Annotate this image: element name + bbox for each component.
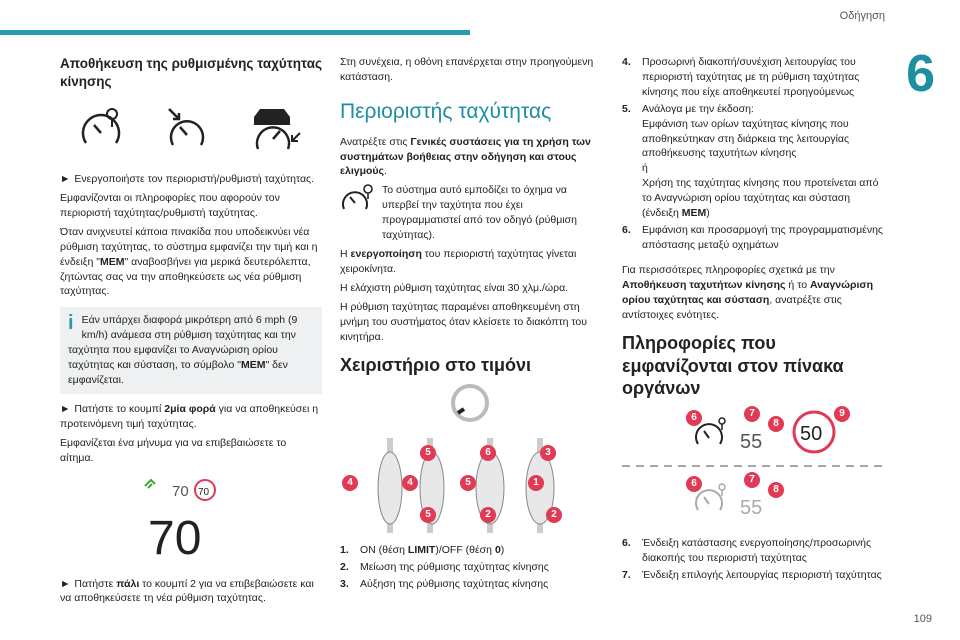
- instrument-panel-figure: [622, 406, 884, 526]
- list-item: 2. Μείωση της ρύθμισης ταχύτητας κίνησης: [340, 560, 549, 573]
- arrow-icon: ►: [60, 577, 71, 590]
- steering-control-figure: [340, 383, 602, 533]
- callout-badge: 5: [420, 507, 436, 523]
- heading-speed-limiter: Περιοριστής ταχύτητας: [340, 99, 552, 123]
- callout-badge: 3: [540, 445, 556, 461]
- callout-badge: 2: [546, 507, 562, 523]
- list-item: 5. Ανάλογα με την έκδοση: Εμφάνιση των ορίων ταχύτητας κίνησης που αποθηκεύτηκαν στη διάρκεια της λειτουργίας αποθήκευσης ταχυτήτων κίνησης ή Χρήση της ταχύτητας κίνησης που προτείνεται από το Αναγνώριση ορίου ταχύτητας και σύσταση (ένδειξη MEM): [622, 102, 879, 220]
- heading-steering-control: Χειριστήριο στο τιμόνι: [340, 355, 532, 376]
- callout-badge: 9: [834, 406, 850, 422]
- paragraph: ► Ενεργοποιήστε τον περιοριστή/ρυθμιστή ταχύτητας.: [60, 173, 315, 186]
- callout-badge: 8: [768, 482, 784, 498]
- arrow-icon: ►: [60, 173, 71, 186]
- dash-speed-value-inactive: 55: [740, 496, 763, 519]
- paragraph: Η ενεργοποίηση του περιοριστή ταχύτητας γίνεται χειροκίνητα.: [340, 247, 577, 275]
- callout-badge: 7: [744, 472, 760, 488]
- speed-display-figure: [60, 474, 322, 569]
- paragraph: ► Πατήστε το κουμπί 2μία φορά για να αποθηκεύσει η προτεινόμενη τιμή ταχύτητας.: [60, 402, 319, 430]
- arrow-icon: ►: [60, 402, 71, 415]
- dash-speed-value: 55: [740, 430, 763, 453]
- paragraph: Εμφανίζεται ένα μήνυμα για να επιβεβαιώσετε το αίτημα.: [60, 436, 287, 464]
- column-2: [340, 55, 602, 594]
- chapter-number: 6: [906, 45, 935, 103]
- callout-badge: 6: [686, 410, 702, 426]
- callout-badge: 7: [744, 406, 760, 422]
- small-limit-value: 70: [198, 486, 210, 498]
- paragraph: Όταν ανιχνευτεί κάποια πινακίδα που υποδεικνύει νέα ρύθμιση ταχύτητας, το σύστημα εμφανίζει την τιμή και η ένδειξη "MEM" αναβοσβήνει για μερικά δευτερόλεπτα, ζητώντας σας να την αποθηκεύσετε ως νέα ρύθμιση ταχύτητας.: [60, 225, 318, 298]
- paragraph: Για περισσότερες πληροφορίες σχετικά με την Αποθήκευση ταχυτήτων κίνησης ή το Αναγνώριση ορίου ταχύτητας και σύσταση, ανατρέξτε στις αντίστοιχες ενότητες.: [622, 263, 873, 321]
- small-speed-value: 70: [172, 482, 189, 500]
- callout-badge: 4: [402, 475, 418, 491]
- paragraph: Η ελάχιστη ρύθμιση ταχύτητας είναι 30 χλμ./ώρα.: [340, 281, 569, 294]
- paragraph: Εμφανίζονται οι πληροφορίες που αφορούν τον περιοριστή ταχύτητας/ρυθμιστή ταχύτητας.: [60, 192, 280, 219]
- column-1: [60, 55, 322, 610]
- paragraph: Στη συνέχεια, η οθόνη επανέρχεται στην προηγούμενη κατάσταση.: [340, 56, 594, 83]
- dash-limit-value: 50: [800, 422, 823, 445]
- info-box: i Εάν υπάρχει διαφορά μικρότερη από 6 mph (9 km/h) ανάμεσα στη ρύθμιση ταχύτητας και την ταχύτητα που εμφανίζει το Αναγνώριση ορίου ταχύτητας και σύσταση, το σύμβολο "MEM" δεν εμφανίζεται.: [60, 307, 322, 394]
- list-item: 6. Εμφάνιση και προσαρμογή της προγραμματισμένης απόστασης μεταξύ οχημάτων: [622, 223, 883, 251]
- paragraph: Η ρύθμιση ταχύτητας παραμένει αποθηκευμένη στη μνήμη του συστήματος όταν κλείσετε το διακόπτη του κινητήρα.: [340, 300, 587, 343]
- callout-badge: 4: [342, 475, 358, 491]
- heading-store-speed: Αποθήκευση της ρυθμισμένης ταχύτητας κίνησης: [60, 56, 323, 89]
- limiter-icon: [340, 183, 376, 213]
- list-item: 6. Ένδειξη κατάστασης ενεργοποίησης/προσωρινής διακοπής του περιοριστή ταχύτητας: [622, 536, 872, 564]
- callout-badge: 6: [686, 476, 702, 492]
- list-item: 7. Ένδειξη επιλογής λειτουργίας περιοριστή ταχύτητας: [622, 568, 882, 581]
- list-item: 3. Αύξηση της ρύθμισης ταχύτητας κίνησης: [340, 577, 549, 590]
- speedometer-arrow-icon: [163, 105, 213, 155]
- callout-badge: 5: [460, 475, 476, 491]
- callout-badge: 1: [528, 475, 544, 491]
- speedometer-car-icon: [248, 105, 304, 155]
- page-number: 109: [913, 613, 932, 625]
- list-item: 1. ON (θέση LIMIT)/OFF (θέση 0): [340, 543, 505, 556]
- speedometer-icon: [78, 105, 128, 155]
- header-bar: [0, 30, 470, 35]
- paragraph: Το σύστημα αυτό εμποδίζει το όχημα να υπερβεί την ταχύτητα που έχει προγραμματιστεί από τον οδηγό (ρύθμιση ταχύτητας).: [340, 183, 602, 243]
- callout-badge: 6: [480, 445, 496, 461]
- heading-instrument-panel: Πληροφορίες που εμφανίζονται στον πίνακα οργάνων: [622, 333, 844, 399]
- paragraph: Ανατρέξτε στις Γενικές συστάσεις για τη χρήση των συστημάτων βοήθειας στην οδήγηση και στους ελιγμούς.: [340, 135, 591, 178]
- paragraph: ► Πατήστε πάλι το κουμπί 2 για να επιβεβαιώσετε και να αποθηκεύσετε τη νέα ρύθμιση ταχύτητας.: [60, 577, 314, 605]
- callout-badge: 5: [420, 445, 436, 461]
- big-speed-value: 70: [148, 511, 202, 565]
- list-item: 4. Προσωρινή διακοπή/συνέχιση λειτουργίας του περιοριστή ταχύτητας με τη ρύθμιση ταχύτητας κίνησης που είχε αποθηκευτεί προηγούμενως: [622, 56, 860, 98]
- speed-icons-figure: [60, 96, 322, 164]
- info-icon: i: [68, 312, 74, 335]
- column-3: [622, 55, 884, 585]
- callout-badge: 8: [768, 416, 784, 432]
- callout-badge: 2: [480, 507, 496, 523]
- section-title: Οδήγηση: [839, 10, 885, 22]
